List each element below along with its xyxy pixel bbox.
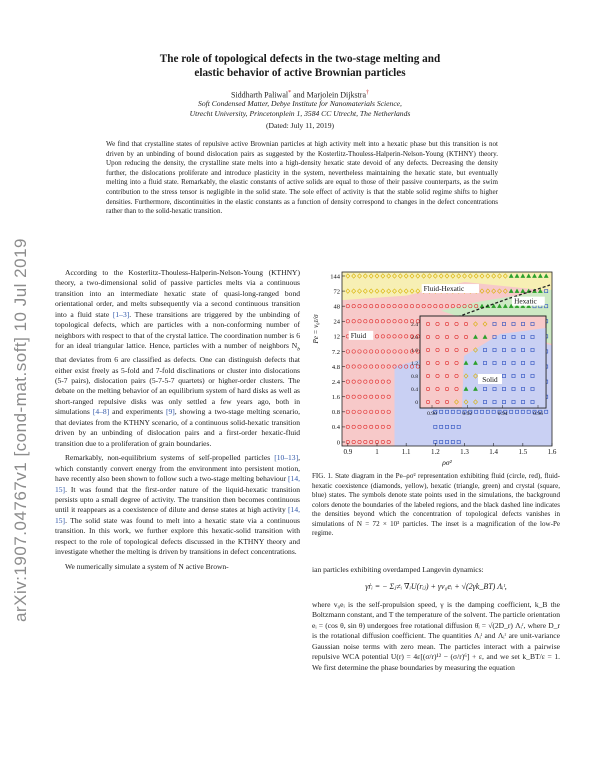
inset-y-tick-label: 0 xyxy=(415,400,418,406)
y-tick-label: 72 xyxy=(333,288,340,296)
subscript: b xyxy=(297,346,300,353)
paragraph xyxy=(55,453,300,558)
langevin-equation: γṙᵢ = − Σⱼ≠ᵢ ∇ᵢU(rᵢⱼ) + γv₀eᵢ + √(2γk_BT) Λᵢᵗ, xyxy=(365,582,507,592)
y-axis-label: Pe = v₀τ/σ xyxy=(312,314,320,344)
citation-link[interactable]: [4–8] xyxy=(92,407,110,417)
author-mark: † xyxy=(366,90,369,96)
text-run: . It was found that the first-order nature of the liquid-hexatic transition persists upto a small degree of activity. The transition then becomes continuous until it reappears as a coexistence of dilute and dense states at high activity xyxy=(55,484,300,515)
citation-link[interactable]: [14, 15] xyxy=(55,474,300,494)
x-axis-label: ρσ² xyxy=(442,458,452,467)
affiliation xyxy=(90,99,510,119)
text-run: ian particles exhibiting overdamped Langevin dynamics: xyxy=(312,565,484,574)
dated-line: (Dated: July 11, 2019) xyxy=(265,121,335,130)
x-tick-label: 1.3 xyxy=(460,448,469,456)
arxiv-id-text: arXiv:1907.04767v1 [cond-mat.soft] 10 Jul 2019 xyxy=(11,237,31,623)
y-tick-label: 24 xyxy=(333,318,340,326)
x-tick-label: 1.5 xyxy=(518,448,528,456)
text-run: Remarkably, non-equilibrium systems of self-propelled particles xyxy=(65,453,275,463)
state-diagram-figure xyxy=(312,268,560,470)
fluid-label: Fluid xyxy=(350,330,367,340)
inset-plot xyxy=(411,316,546,417)
inset-y-tick-label: 0.4 xyxy=(411,387,418,393)
x-tick-label: 1.4 xyxy=(489,448,499,456)
affiliation-line-2: Utrecht University, Princetonplein 1, 3584 CC Utrecht, The Netherlands xyxy=(189,109,411,118)
arxiv-identifier xyxy=(8,150,34,710)
inset-x-tick-label: 0.94 xyxy=(497,411,508,417)
paragraph: where v₀eᵢ is the self-propulsion speed, γ is the damping coefficient, k_B the Boltzmann constant, and T the temperature of the solvent. The particle orientation eᵢ = (cos θ, sin θ) undergoes free rotational diffusion θ̇ᵢ = √(2D_r) Λᵢʳ, where D_r is the rotational diffusion coefficient. The quantities Λᵢᵗ and Λᵢʳ are unit-variance Gaussian noise terms with zero mean. The particles interact with a pairwise repulsive WCA potential U(r) = 4ε[(σ/r)¹² − (σ/r)⁶] + ε, and we set k_BT/ε = 1. We first determine the phase boundaries by measuring the equation xyxy=(312,599,560,672)
citation-link[interactable]: [14, 15] xyxy=(55,505,300,525)
inset-y-tick-label: 2.0 xyxy=(411,335,418,341)
x-tick-label: 1.6 xyxy=(547,448,557,456)
left-column xyxy=(55,268,300,572)
text-run: that deviates from 6 are classified as defects. One can distinguish defects that either exist freely as 5-fold and 7-fold disclinations or cluster into dislocations (5-7 pairs), dislocation pairs (5-7-5-7 quartets) or higher-order clusters. The debate on the melting behavior of an equilibrium system of hard disks as well as short-ranged repulsive disks was only settled a few years ago, both in simulations xyxy=(55,355,300,417)
figure-caption: FIG. 1. State diagram in the Pe–ρσ² representation exhibiting fluid (circle, red), fluid-hexatic coexistence (diamonds, yellow), hexatic (triangle, green) and crystal (square, blue) states. The symbols denote state points used in the simulations, the background colors denote the boundaries of the labeled regions, and the black dashed line indicates the densities beyond which the concentration of topological defects vanishes in simulations of N = 72 × 10³ particles. The inset is a magnification of the low-Pe regime. xyxy=(312,472,560,538)
title-line-1: The role of topological defects in the two-stage melting and xyxy=(159,53,441,65)
author-name: Siddharth Paliwal xyxy=(231,90,289,100)
x-tick-label: 0.9 xyxy=(343,448,353,456)
author-separator: and xyxy=(291,90,307,100)
title-line-2: elastic behavior of active Brownian particles xyxy=(194,67,406,79)
inset-y-tick-label: 1.6 xyxy=(411,348,418,354)
affiliation-line-1: Soft Condensed Matter, Debye Institute for Nanomaterials Science, xyxy=(198,99,402,108)
citation-link[interactable]: [9] xyxy=(165,407,175,417)
citation-link[interactable]: [1–3] xyxy=(112,309,130,319)
text-run: , showing a two-stage melting scenario, that deviates from the KTHNY scenario, of a continuous solid-hexatic transition driven by an unbinding of dislocation pairs and a first-order hexatic-fluid transition due to a proliferation of grain boundaries. xyxy=(55,407,300,448)
fluid-hexatic-label: Fluid-Hexatic xyxy=(423,284,465,294)
text-run: , which constantly convert energy from the environment into persistent motion, have recently also been shown to follow such a two-stage melting behaviour xyxy=(55,453,300,484)
text-run: According to the Kosterlitz-Thouless-Halperin-Nelson-Young (KTHNY) theory, a two-dimensional solid of passive particles melts via a continuous transition into an intermediate hexatic state of quasi-long-ranged bond orientational order, and melts subsequently via a second continuous transition into a fluid state xyxy=(55,268,300,319)
abstract: We find that crystalline states of repulsive active Brownian particles at high activity melt into a hexatic phase but this transition is not driven by an unbinding of bound dislocation pairs as suggested by the Kosterlitz-Thouless-Halperin-Nelson-Young (KTHNY) theory. Upon reducing the density, the crystalline state melts into a high-density hexatic state devoid of any defects. Decreasing the density further, the dislocations proliferate and introduce plasticity in the system, nevertheless maintaining the hexatic state, but eventually melting into a fluid state. Remarkably, the elastic constants of active solids are equal to those of their passive counterparts, as the swim contribution to the stress tensor is negligible in the solid state. The sole effect of activity is that the stable solid regime shifts to higher densities. Furthermore, discontinuities in the elastic constants as a function of density correspond to changes in the defect concentrations rather than to the solid-hexatic transition. xyxy=(106,140,498,216)
author-mark: * xyxy=(288,90,292,96)
right-column xyxy=(312,565,560,673)
author-name: Marjolein Dijkstra xyxy=(306,90,366,100)
x-tick-label: 1.1 xyxy=(401,448,411,456)
x-tick-label: 1 xyxy=(375,448,379,456)
y-tick-label: 0.4 xyxy=(331,424,340,432)
inset-y-tick-label: 2.4 xyxy=(411,322,418,328)
hexatic-label: Hexatic xyxy=(514,296,537,306)
paper-title xyxy=(100,52,500,80)
y-tick-label: 144 xyxy=(330,273,340,281)
inset-y-tick-label: 0.8 xyxy=(411,374,418,380)
text-run: and experiments xyxy=(109,407,166,417)
solid-label: Solid xyxy=(482,375,498,384)
paragraph: We numerically simulate a system of N active Brown- xyxy=(65,561,229,571)
x-tick-label: 1.2 xyxy=(430,448,440,456)
y-tick-label: 0 xyxy=(336,439,340,447)
paragraph xyxy=(55,268,300,449)
citation-link[interactable]: [10–13] xyxy=(274,453,299,463)
y-tick-label: 2.4 xyxy=(331,378,340,386)
text-run: . The solid state was found to melt into a hexatic state via a continuous transition. In this work, we further explore this hexatic-solid transition with respect to the role of topological defects discussed in the KTHNY theory and investigate whether the melting is driven by transitions in defect concentrations. xyxy=(55,515,300,557)
inset-x-tick-label: 0.90 xyxy=(427,411,437,417)
inset-x-tick-label: 0.92 xyxy=(462,411,473,417)
y-tick-label: 7.2 xyxy=(331,348,340,356)
inset-y-tick-label: 1.2 xyxy=(411,361,418,367)
inset-x-tick-label: 0.96 xyxy=(533,411,543,417)
y-tick-label: 12 xyxy=(333,333,340,341)
y-tick-label: 1.6 xyxy=(331,394,340,402)
y-tick-label: 4.8 xyxy=(331,363,340,371)
y-tick-label: 0.8 xyxy=(331,409,340,417)
y-tick-label: 48 xyxy=(333,303,340,311)
text-run: . These transitions are triggered by the unbinding of topological defects, which are particles with a non-conforming number of neighbors with respect to that of the crystal lattice. The coordination number is 6 for an ideal triangular lattice. Hence, particles with a number of neighbors N xyxy=(55,309,300,351)
